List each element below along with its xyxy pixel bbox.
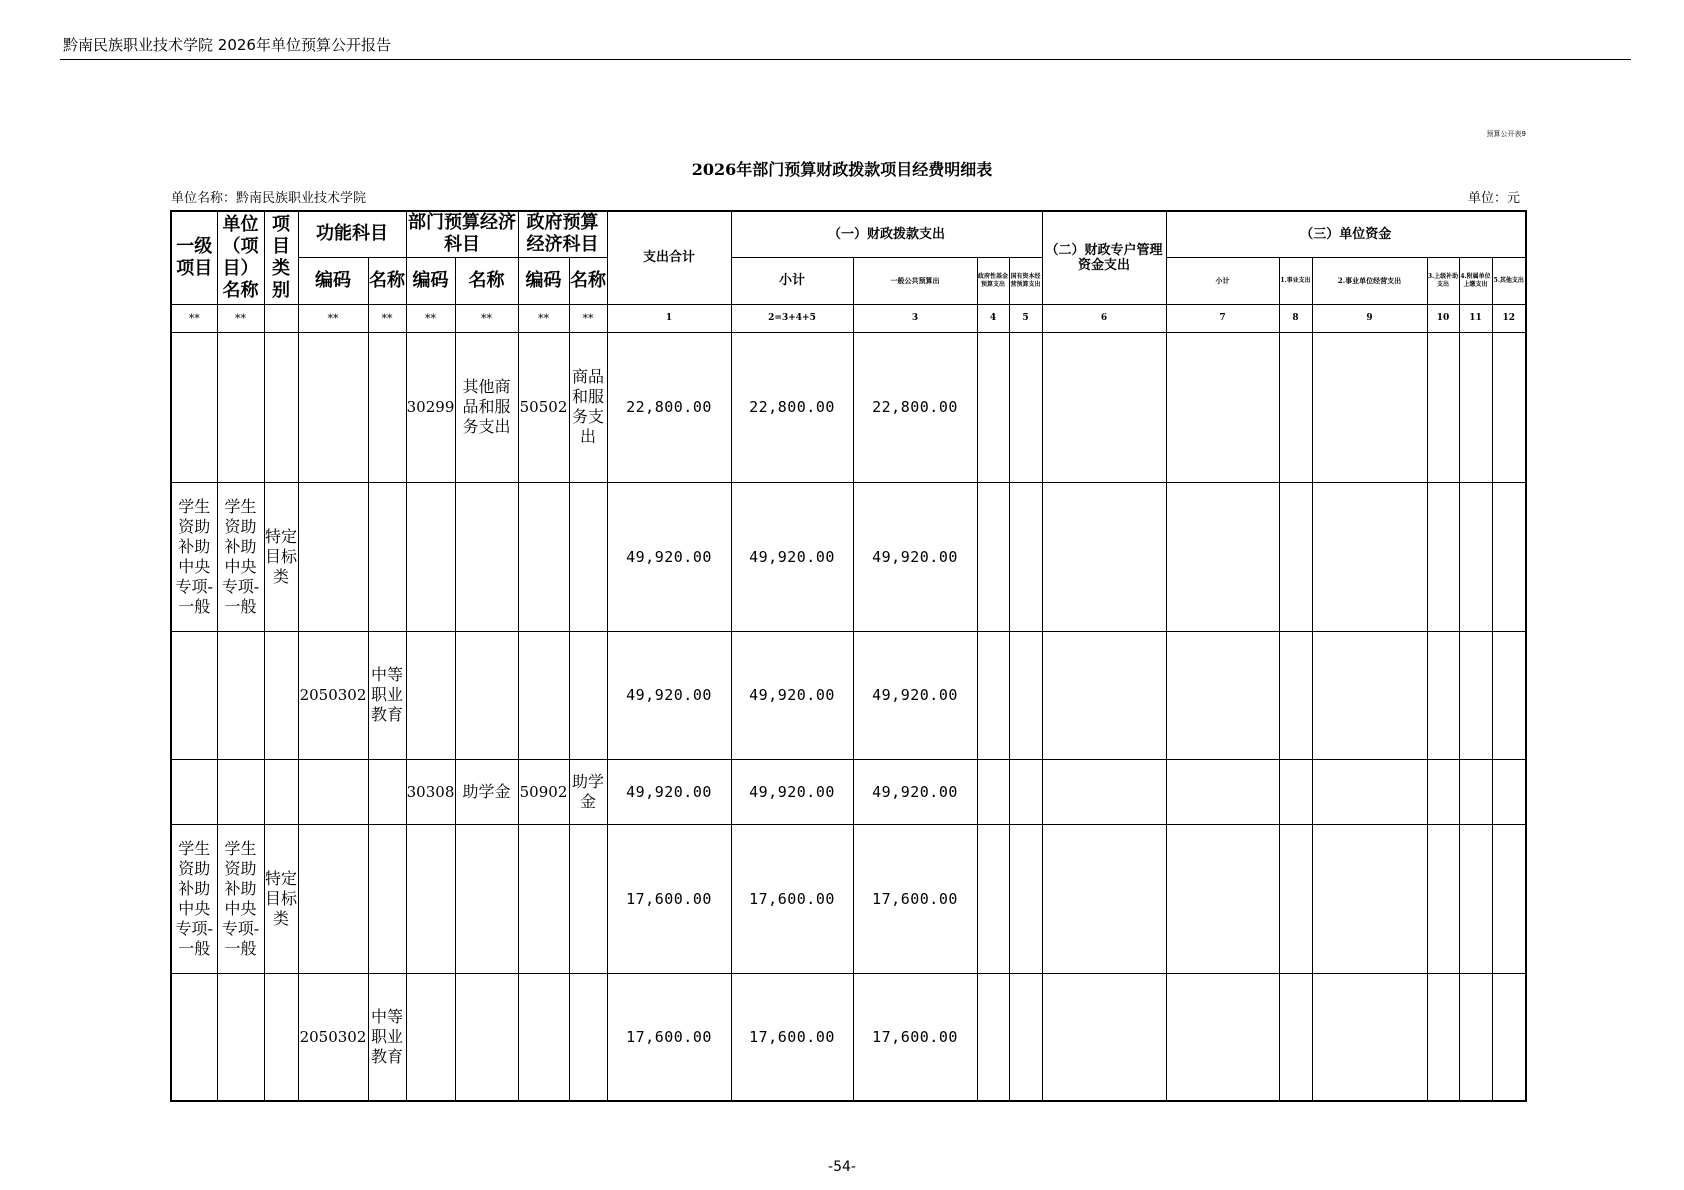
header-function-name: 名称 — [368, 257, 406, 304]
cell-gov-name: 商品和服务支出 — [569, 332, 607, 482]
index-cell: 2=3+4+5 — [731, 304, 853, 332]
cell-category: 特定目标类 — [264, 824, 298, 973]
cell-dept-name — [455, 631, 518, 759]
report-header: 黔南民族职业技术学院 2026年单位预算公开报告 — [63, 36, 391, 54]
cell-function-code — [298, 759, 368, 824]
cell-category — [264, 973, 298, 1101]
cell-gov-name — [569, 824, 607, 973]
cell-category — [264, 759, 298, 824]
header-gov-econ-subject: 政府预算经济科目 — [518, 211, 607, 257]
table-title: 2026年部门预算财政拨款项目经费明细表 — [691, 160, 993, 179]
header-business-operating: 2.事业单位经营支出 — [1312, 257, 1427, 304]
cell-gov-code — [518, 482, 569, 631]
header-function-subject: 功能科目 — [298, 211, 406, 257]
index-cell: ** — [406, 304, 455, 332]
cell-gov-name: 助学金 — [569, 759, 607, 824]
cell-category — [264, 631, 298, 759]
header-unit-subtotal: 小计 — [1166, 257, 1279, 304]
table-row — [171, 759, 1526, 824]
header-total-expense: 支出合计 — [607, 211, 731, 304]
table-row — [171, 482, 1526, 631]
cell-general-budget: 49,920.00 — [853, 759, 977, 824]
cell-level1: 学生资助补助中央专项-一般 — [171, 482, 217, 631]
cell-level1 — [171, 332, 217, 482]
cell-gov-code — [518, 973, 569, 1101]
header-gov-fund-budget: 政府性基金预算支出 — [977, 257, 1009, 304]
index-cell: ** — [298, 304, 368, 332]
cell-total: 49,920.00 — [607, 759, 731, 824]
header-superior-subsidy: 3.上级补助支出 — [1427, 257, 1459, 304]
cell-gov-name — [569, 973, 607, 1101]
index-cell: ** — [171, 304, 217, 332]
cell-level1 — [171, 631, 217, 759]
cell-function-code — [298, 332, 368, 482]
cell-function-name — [368, 332, 406, 482]
cell-level1 — [171, 759, 217, 824]
index-cell: 7 — [1166, 304, 1279, 332]
index-cell: 5 — [1009, 304, 1042, 332]
cell-gov-code — [518, 824, 569, 973]
header-dept-code: 编码 — [406, 257, 455, 304]
cell-dept-code — [406, 482, 455, 631]
cell-gov-name — [569, 482, 607, 631]
cell-function-code: 2050302 — [298, 973, 368, 1101]
cell-gov-code: 50902 — [518, 759, 569, 824]
cell-dept-name — [455, 824, 518, 973]
project-expense-table — [170, 210, 1527, 1102]
cell-fiscal-subtotal: 49,920.00 — [731, 631, 853, 759]
cell-function-name: 中等职业教育 — [368, 973, 406, 1101]
cell-category: 特定目标类 — [264, 482, 298, 631]
index-cell: 4 — [977, 304, 1009, 332]
cell-level1 — [171, 973, 217, 1101]
header-gov-code: 编码 — [518, 257, 569, 304]
cell-dept-code: 30299 — [406, 332, 455, 482]
cell-gov-code: 50502 — [518, 332, 569, 482]
index-cell: 3 — [853, 304, 977, 332]
index-cell: 6 — [1042, 304, 1166, 332]
header-function-code: 编码 — [298, 257, 368, 304]
cell-unit-project — [217, 631, 264, 759]
index-cell: 11 — [1459, 304, 1492, 332]
currency-unit: 单位：元 — [1467, 191, 1520, 206]
cell-function-name — [368, 759, 406, 824]
header-general-public-budget: 一般公共预算出 — [853, 257, 977, 304]
header-unit-funds: （三）单位资金 — [1166, 211, 1526, 257]
header-level1-project: 一级项目 — [171, 211, 217, 304]
table-row — [171, 973, 1526, 1101]
cell-fiscal-subtotal: 49,920.00 — [731, 759, 853, 824]
cell-dept-code — [406, 631, 455, 759]
cell-category — [264, 332, 298, 482]
header-fiscal-subtotal: 小计 — [731, 257, 853, 304]
cell-gov-code — [518, 631, 569, 759]
table-row — [171, 332, 1526, 482]
header-rule — [60, 59, 1631, 60]
index-cell — [264, 304, 298, 332]
cell-gov-name — [569, 631, 607, 759]
header-unit-project-name: 单位（项目）名称 — [217, 211, 264, 304]
cell-dept-name: 其他商品和服务支出 — [455, 332, 518, 482]
index-cell: 9 — [1312, 304, 1427, 332]
cell-dept-name: 助学金 — [455, 759, 518, 824]
cell-function-name — [368, 824, 406, 973]
header-project-category: 项目类别 — [264, 211, 298, 304]
cell-dept-name — [455, 482, 518, 631]
cell-dept-code: 30308 — [406, 759, 455, 824]
cell-function-code: 2050302 — [298, 631, 368, 759]
cell-general-budget: 17,600.00 — [853, 973, 977, 1101]
header-dept-name: 名称 — [455, 257, 518, 304]
unit-name: 单位名称：黔南民族职业技术学院 — [171, 191, 367, 206]
cell-unit-project — [217, 973, 264, 1101]
header-state-capital-budget: 国有资本经营预算支出 — [1009, 257, 1042, 304]
index-cell: 10 — [1427, 304, 1459, 332]
index-cell: 8 — [1279, 304, 1312, 332]
index-cell: ** — [217, 304, 264, 332]
cell-dept-name — [455, 973, 518, 1101]
index-cell: ** — [368, 304, 406, 332]
index-cell: ** — [518, 304, 569, 332]
cell-general-budget: 17,600.00 — [853, 824, 977, 973]
index-cell: ** — [455, 304, 518, 332]
header-fiscal-appropriation: （一）财政拨款支出 — [731, 211, 1042, 257]
cell-dept-code — [406, 973, 455, 1101]
cell-fiscal-subtotal: 22,800.00 — [731, 332, 853, 482]
cell-general-budget: 49,920.00 — [853, 631, 977, 759]
cell-total: 17,600.00 — [607, 824, 731, 973]
index-row — [171, 304, 1526, 332]
cell-unit-project: 学生资助补助中央专项-一般 — [217, 482, 264, 631]
cell-function-code — [298, 824, 368, 973]
index-cell: ** — [569, 304, 607, 332]
cell-function-code — [298, 482, 368, 631]
cell-level1: 学生资助补助中央专项-一般 — [171, 824, 217, 973]
cell-function-name: 中等职业教育 — [368, 631, 406, 759]
cell-dept-code — [406, 824, 455, 973]
form-code: 预算公开表9 — [1486, 130, 1526, 138]
cell-general-budget: 49,920.00 — [853, 482, 977, 631]
cell-function-name — [368, 482, 406, 631]
page-number: -54- — [828, 1159, 856, 1175]
header-business-income: 1.事业支出 — [1279, 257, 1312, 304]
header-gov-name: 名称 — [569, 257, 607, 304]
cell-unit-project — [217, 759, 264, 824]
header-special-fund: （二）财政专户管理资金支出 — [1042, 211, 1166, 304]
cell-general-budget: 22,800.00 — [853, 332, 977, 482]
cell-total: 22,800.00 — [607, 332, 731, 482]
table-row — [171, 631, 1526, 759]
header-other-expense: 5.其他支出 — [1492, 257, 1526, 304]
index-cell: 12 — [1492, 304, 1526, 332]
index-cell: 1 — [607, 304, 731, 332]
cell-fiscal-subtotal: 17,600.00 — [731, 824, 853, 973]
header-dept-econ-subject: 部门预算经济科目 — [408, 212, 516, 256]
cell-total: 49,920.00 — [607, 631, 731, 759]
cell-total: 17,600.00 — [607, 973, 731, 1101]
cell-unit-project — [217, 332, 264, 482]
cell-fiscal-subtotal: 49,920.00 — [731, 482, 853, 631]
header-subsidiary-remit: 4.附属单位上缴支出 — [1459, 257, 1492, 304]
cell-unit-project: 学生资助补助中央专项-一般 — [217, 824, 264, 973]
cell-total: 49,920.00 — [607, 482, 731, 631]
table-row — [171, 824, 1526, 973]
cell-fiscal-subtotal: 17,600.00 — [731, 973, 853, 1101]
